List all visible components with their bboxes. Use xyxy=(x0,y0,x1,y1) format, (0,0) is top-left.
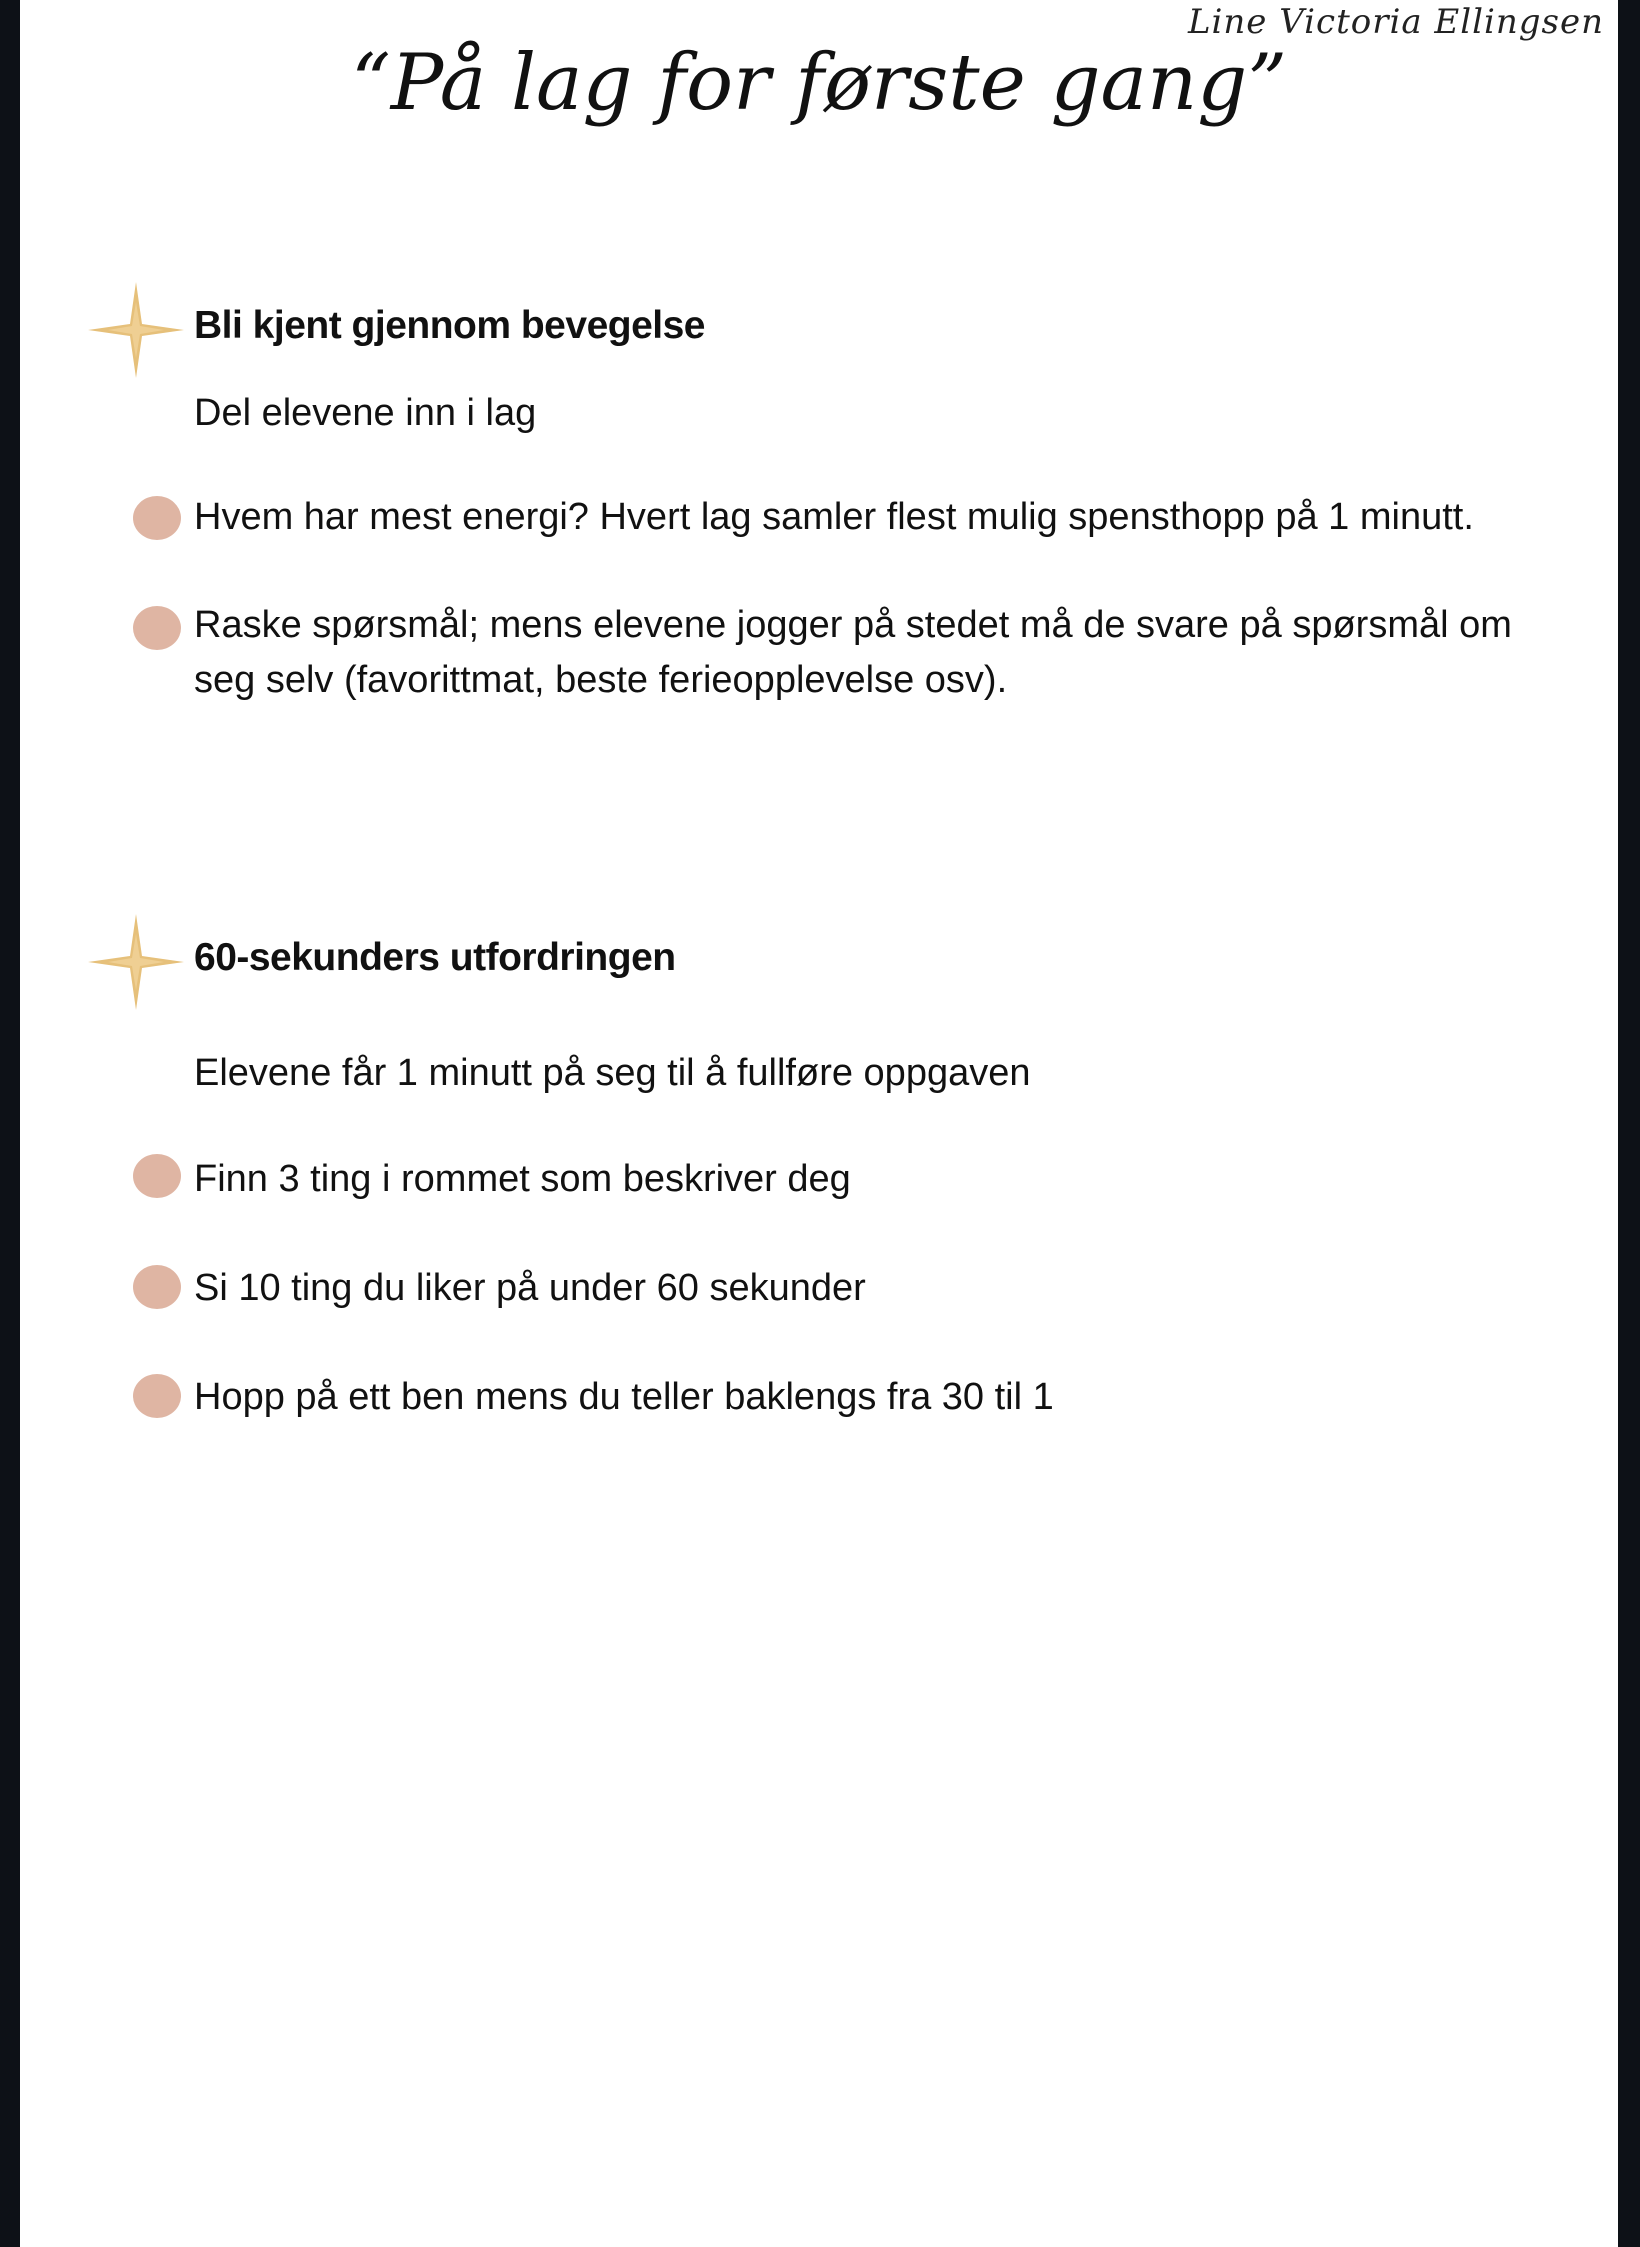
bullet-dot-icon xyxy=(133,496,181,540)
section-heading: 60-sekunders utfordringen xyxy=(194,936,676,979)
star-icon xyxy=(86,912,186,1012)
author-signature: Line Victoria Ellingsen xyxy=(1187,2,1604,42)
bullet-dot-icon xyxy=(133,1154,181,1198)
bullet-dot-icon xyxy=(133,1265,181,1309)
bullet-dot-icon xyxy=(133,1374,181,1418)
list-item-text: Si 10 ting du liker på under 60 sekunder xyxy=(194,1267,866,1309)
page-title: “På lag for første gang” xyxy=(350,38,1288,128)
section-heading-row xyxy=(20,280,1618,380)
bullet-dot-icon xyxy=(133,606,181,650)
list-item-text: Hvem har mest energi? Hvert lag samler flest mulig spensthopp på 1 minutt. xyxy=(194,496,1474,538)
star-icon xyxy=(86,280,186,380)
section-intro: Elevene får 1 minutt på seg til å fullføre oppgaven xyxy=(194,1052,1031,1094)
list-item-text: Raske spørsmål; mens elevene jogger på stedet må de svare på spørsmål om seg selv (favorittmat, beste ferieopplevelse osv). xyxy=(194,604,1512,701)
list-item-text: Hopp på ett ben mens du teller baklengs fra 30 til 1 xyxy=(194,1376,1054,1418)
document-page xyxy=(20,0,1618,2247)
section-heading-row xyxy=(20,912,1618,1012)
section-heading: Bli kjent gjennom bevegelse xyxy=(194,304,705,347)
section-intro: Del elevene inn i lag xyxy=(194,392,537,434)
list-item-text: Finn 3 ting i rommet som beskriver deg xyxy=(194,1158,851,1200)
